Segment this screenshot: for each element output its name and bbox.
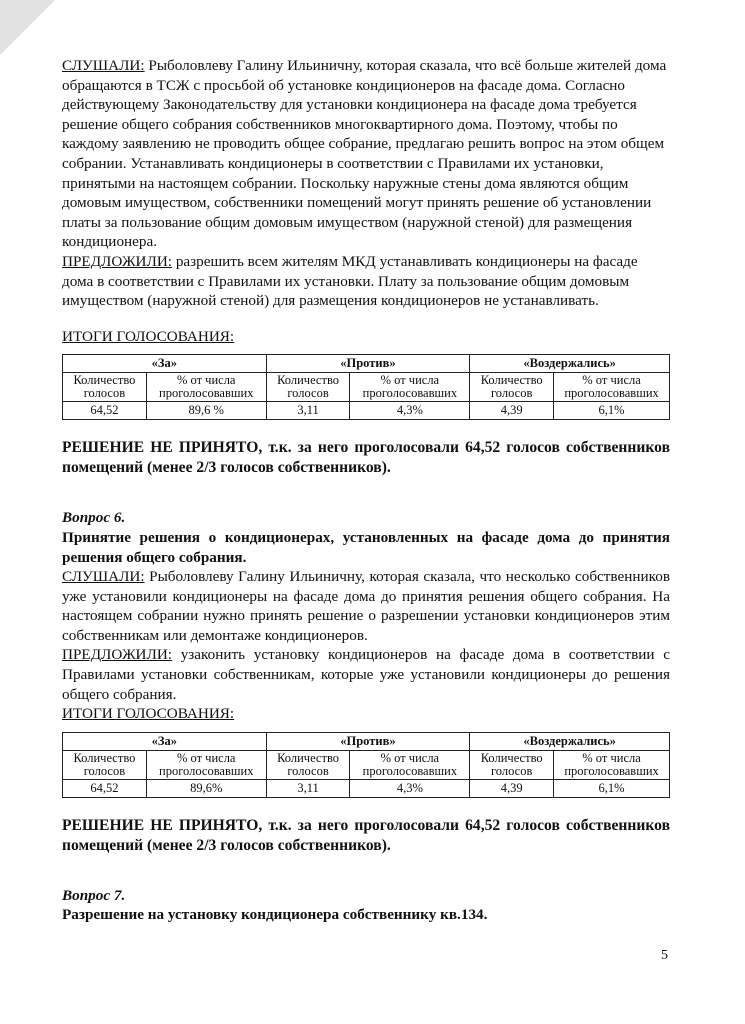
question-number: Вопрос 6. xyxy=(62,509,126,527)
heard-label: СЛУШАЛИ: xyxy=(62,57,145,74)
for-percent: 89,6% xyxy=(146,779,266,797)
abstained-percent: 6,1% xyxy=(554,779,670,797)
group-for: «За» xyxy=(63,732,267,750)
proposed-label: ПРЕДЛОЖИЛИ: xyxy=(62,646,173,664)
heard-paragraph-1 xyxy=(62,56,670,252)
decision-text: РЕШЕНИЕ НЕ ПРИНЯТО, т.к. за него проголосовали 64,52 голосов собственников помещений (менее 2/3 голосов собственников). xyxy=(62,816,670,854)
header-percent: % от числа проголосовавших xyxy=(350,373,470,402)
heard-paragraph-2 xyxy=(62,567,670,645)
proposed-text: разрешить всем жителям МКД устанавливать кондиционеры на фасаде дома в соответствии с Правилами их установки. Плату за пользование общим домовым имуществом (наружной стеной) для размещения кондиционеров не устанавливать. xyxy=(62,252,638,310)
group-abstained: «Воздержались» xyxy=(470,355,670,373)
for-count: 64,52 xyxy=(63,779,147,797)
group-against: «Против» xyxy=(266,355,470,373)
abstained-count: 4,39 xyxy=(470,779,554,797)
against-count: 3,11 xyxy=(266,779,350,797)
proposed-label: ПРЕДЛОЖИЛИ: xyxy=(62,252,173,270)
question-title: Принятие решения о кондиционерах, установленных на фасаде дома до принятия решения общего собрания. xyxy=(62,528,670,566)
header-count: Количество голосов xyxy=(266,373,350,402)
against-percent: 4,3% xyxy=(350,402,470,420)
group-for: «За» xyxy=(63,355,267,373)
for-count: 64,52 xyxy=(63,402,147,420)
results-heading: ИТОГИ ГОЛОСОВАНИЯ: xyxy=(62,705,235,723)
header-percent: % от числа проголосовавших xyxy=(554,373,670,402)
header-percent: % от числа проголосовавших xyxy=(146,373,266,402)
heard-text: Рыболовлеву Галину Ильиничну, которая сказала, что всё больше жителей дома обращаются в ТСЖ с просьбой об установке кондиционеров на фасаде дома. Согласно действующему Законодательству для установки кондиционера на фасаде дома требуется решение общего собрания собственников многоквартирного дома. Поэтому, чтобы по каждому заявлению не проводить общее собрание, предлагаю решить вопрос на этом общем собрании. Устанавливать кондиционеры в соответствии с Правилами их установки, принятыми на настоящем собрании. Поскольку наружные стены дома являются общим домовым имуществом, собственники помещений могут принять решение об установлении платы за пользование общим домовым имуществом (наружной стеной) для размещения кондиционера. xyxy=(62,57,667,251)
results-heading: ИТОГИ ГОЛОСОВАНИЯ: xyxy=(62,327,235,345)
header-percent: % от числа проголосовавших xyxy=(554,750,670,779)
abstained-percent: 6,1% xyxy=(554,402,670,420)
proposed-paragraph-2 xyxy=(62,645,670,704)
document-body xyxy=(62,56,670,925)
header-count: Количество голосов xyxy=(63,373,147,402)
for-percent: 89,6 % xyxy=(146,402,266,420)
header-count: Количество голосов xyxy=(470,750,554,779)
abstained-count: 4,39 xyxy=(470,402,554,420)
proposed-text: узаконить установку кондиционеров на фасаде дома в соответствии с Правилами установки собственникам, которые уже установили кондиционеры до решения общего собрания. xyxy=(62,646,670,703)
header-count: Количество голосов xyxy=(63,750,147,779)
header-percent: % от числа проголосовавших xyxy=(350,750,470,779)
decision-text: РЕШЕНИЕ НЕ ПРИНЯТО, т.к. за него проголосовали 64,52 голосов собственников помещений (менее 2/3 голосов собственников). xyxy=(62,439,670,477)
header-count: Количество голосов xyxy=(470,373,554,402)
question-number: Вопрос 7. xyxy=(62,886,126,904)
question-title: Разрешение на установку кондиционера собственнику кв.134. xyxy=(62,906,488,924)
header-percent: % от числа проголосовавших xyxy=(146,750,266,779)
page-number: 5 xyxy=(661,948,668,963)
folded-corner xyxy=(0,0,55,55)
group-against: «Против» xyxy=(266,732,470,750)
against-percent: 4,3% xyxy=(350,779,470,797)
group-abstained: «Воздержались» xyxy=(470,732,670,750)
heard-label: СЛУШАЛИ: xyxy=(62,568,145,586)
proposed-paragraph-1 xyxy=(62,252,670,311)
voting-table xyxy=(62,732,670,798)
header-count: Количество голосов xyxy=(266,750,350,779)
heard-text: Рыболовлеву Галину Ильиничну, которая сказала, что несколько собственников уже установили кондиционеры на фасаде дома до принятия решения общего собрания. На настоящем собрании нужно принять решение о разрешении установки кондиционеров этим собственникам или демонтаже кондиционеров. xyxy=(62,568,670,644)
voting-table xyxy=(62,354,670,420)
against-count: 3,11 xyxy=(266,402,350,420)
